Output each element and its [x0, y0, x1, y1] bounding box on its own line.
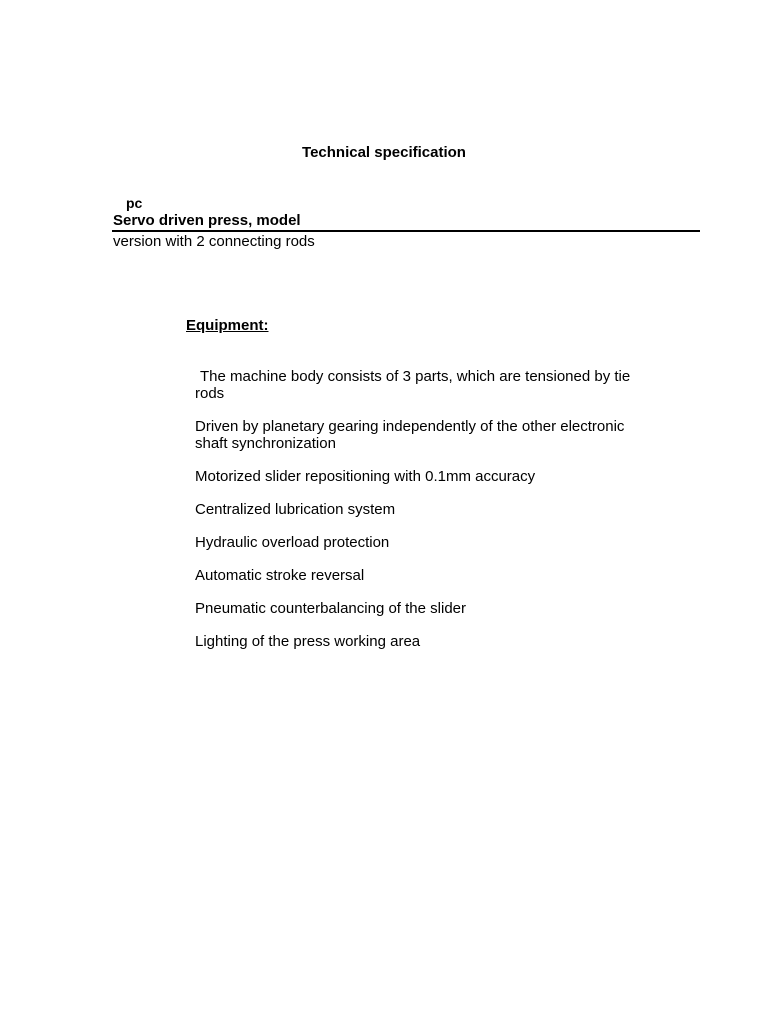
list-item: Lighting of the press working area [195, 633, 421, 650]
list-item: Motorized slider repositioning with 0.1mm accuracy [195, 468, 536, 485]
equipment-list [195, 368, 635, 666]
list-item: Centralized lubrication system [195, 501, 396, 518]
list-item: Hydraulic overload protection [195, 534, 390, 551]
product-title: Servo driven press, model [113, 212, 301, 229]
equipment-heading: Equipment: [186, 317, 269, 334]
product-version: version with 2 connecting rods [113, 233, 315, 250]
list-item: Driven by planetary gearing independently of the other electronic shaft synchronization [195, 418, 625, 452]
page-title: Technical specification [302, 144, 466, 161]
quantity-unit: pc [126, 195, 143, 211]
list-item: Pneumatic counterbalancing of the slider [195, 600, 466, 617]
list-item: The machine body consists of 3 parts, which are tensioned by tie rods [195, 368, 631, 402]
list-item: Automatic stroke reversal [195, 567, 365, 584]
title-divider [112, 230, 700, 232]
